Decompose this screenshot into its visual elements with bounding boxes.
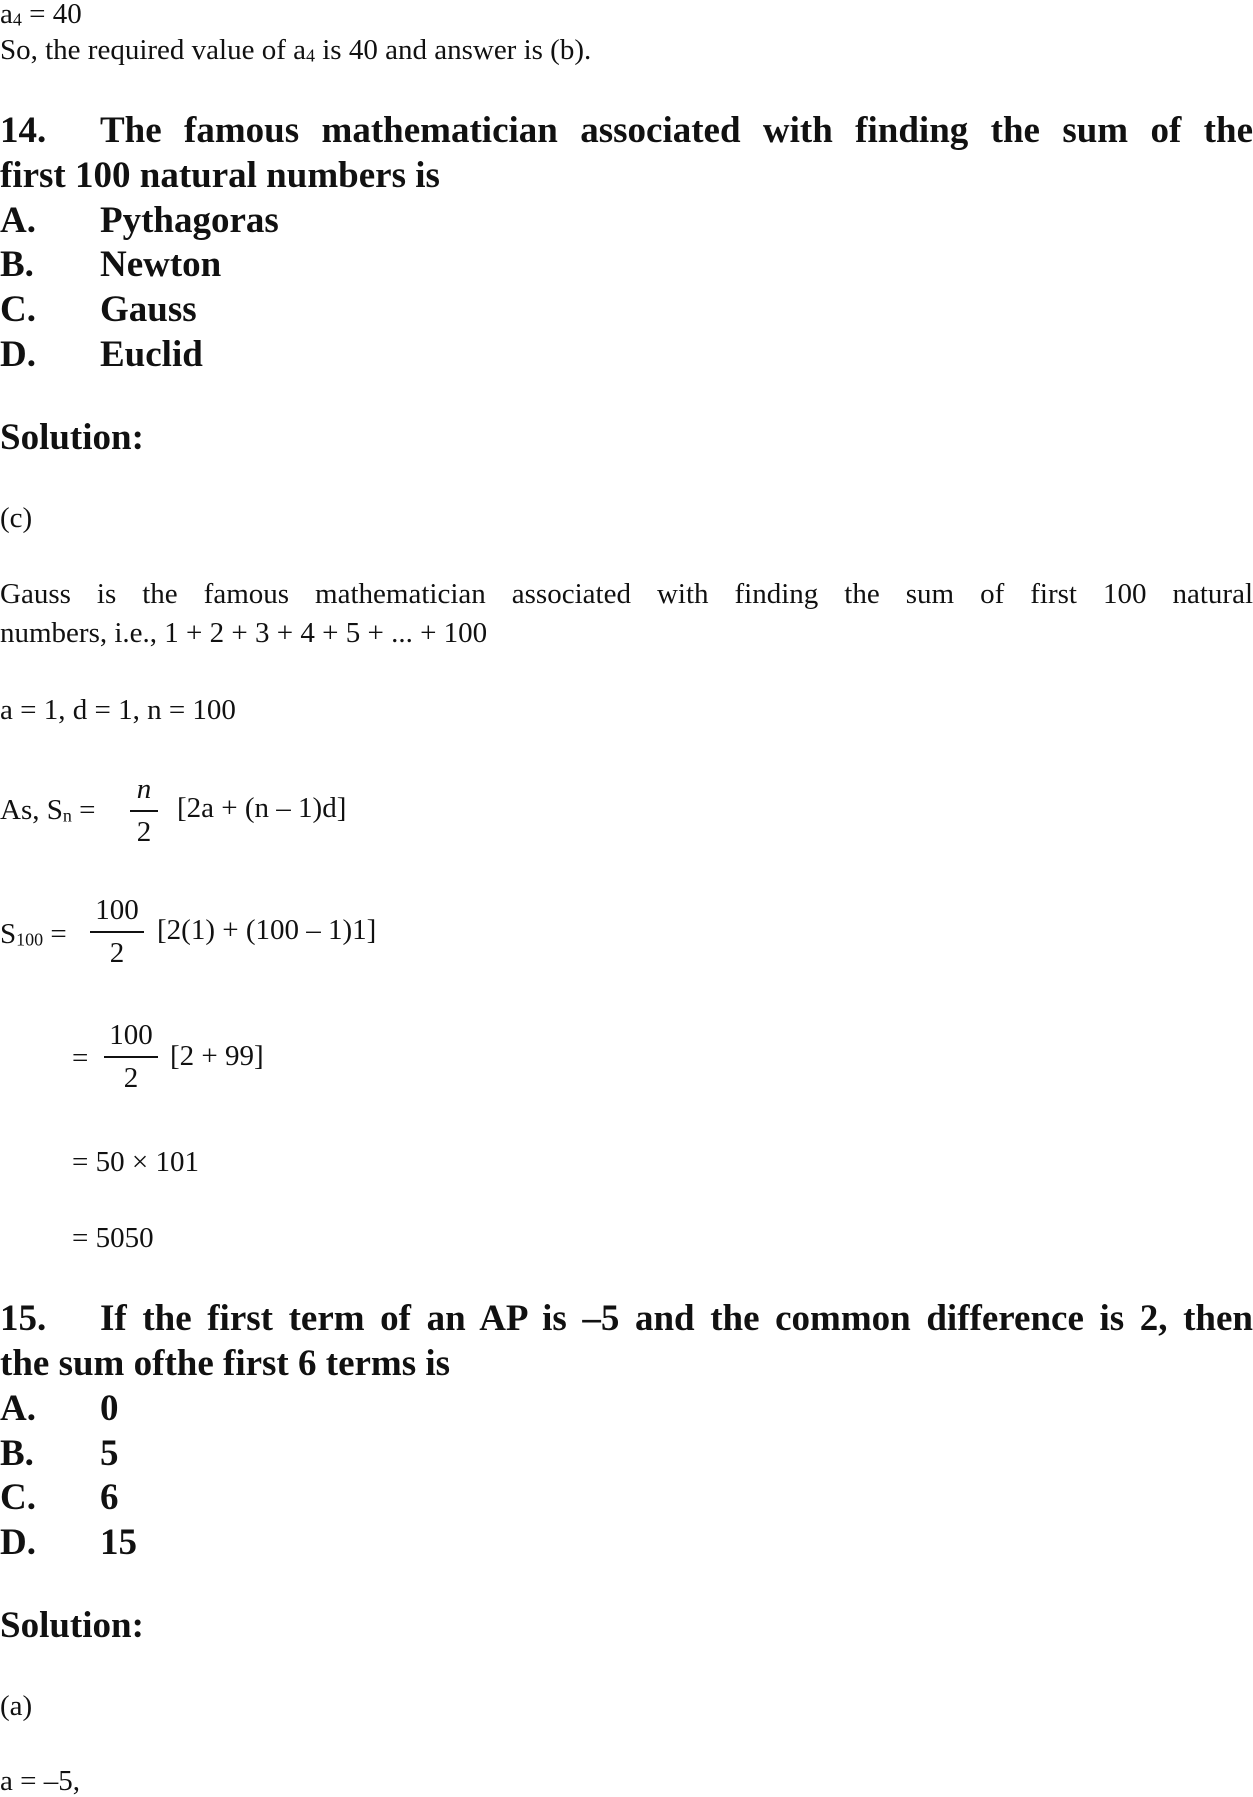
s100-bracket: [2(1) + (100 – 1)1] (157, 914, 377, 946)
q15-answer: (a) (0, 1690, 33, 1722)
q14-explanation-line2: numbers, i.e., 1 + 2 + 3 + 4 + 5 + ... + 100 (0, 617, 488, 649)
step2-fraction: 100 2 (104, 1021, 158, 1093)
step3-product: = 50 × 101 (72, 1146, 199, 1178)
q14-option-b: B. Newton (0, 244, 222, 285)
q14-number: 14. (0, 110, 47, 151)
step4-result: = 5050 (72, 1222, 154, 1254)
q15-number: 15. (0, 1298, 47, 1339)
s100-fraction: 100 2 (90, 896, 144, 968)
sum-formula-fraction: n 2 (130, 775, 158, 847)
q14-question-line2: first 100 natural numbers is (0, 155, 440, 196)
s100-label: $S_{100}$ = (0, 918, 67, 950)
q15-option-d: D. 15 (0, 1522, 137, 1563)
sum-formula-label: As, $S_n$ = (0, 794, 96, 826)
q15-option-a: A. 0 (0, 1388, 119, 1429)
q14-given-values: a = 1, d = 1, n = 100 (0, 694, 236, 726)
q14-solution-heading: Solution: (0, 417, 144, 458)
q14-option-d: D. Euclid (0, 334, 203, 375)
q14-question-line1: 14. The famous mathematician associated with finding the sum of the (0, 110, 1253, 151)
q14-option-c: C. Gauss (0, 289, 197, 330)
q14-answer: (c) (0, 502, 33, 534)
a4-equation: $a_4 = 40$ (0, 0, 82, 30)
a4-conclusion: So, the required value of $a_4$ is 40 and answer is (b). (0, 34, 592, 66)
q15-given-values: a = –5, (0, 1765, 80, 1797)
q14-explanation-line1: Gauss is the famous mathematician associated with finding the sum of first 100 natural (0, 578, 1253, 610)
q15-question-line2: the sum ofthe first 6 terms is (0, 1343, 451, 1384)
q15-solution-heading: Solution: (0, 1605, 144, 1646)
step2-equals: = (72, 1042, 89, 1074)
q15-option-c: C. 6 (0, 1477, 119, 1518)
step2-bracket: [2 + 99] (170, 1040, 264, 1072)
sum-formula-bracket: [2a + (n – 1)d] (177, 792, 347, 824)
q14-option-a: A. Pythagoras (0, 200, 279, 241)
q15-question-line1: 15. If the first term of an AP is –5 and the common difference is 2, then (0, 1298, 1253, 1339)
q15-option-b: B. 5 (0, 1433, 119, 1474)
